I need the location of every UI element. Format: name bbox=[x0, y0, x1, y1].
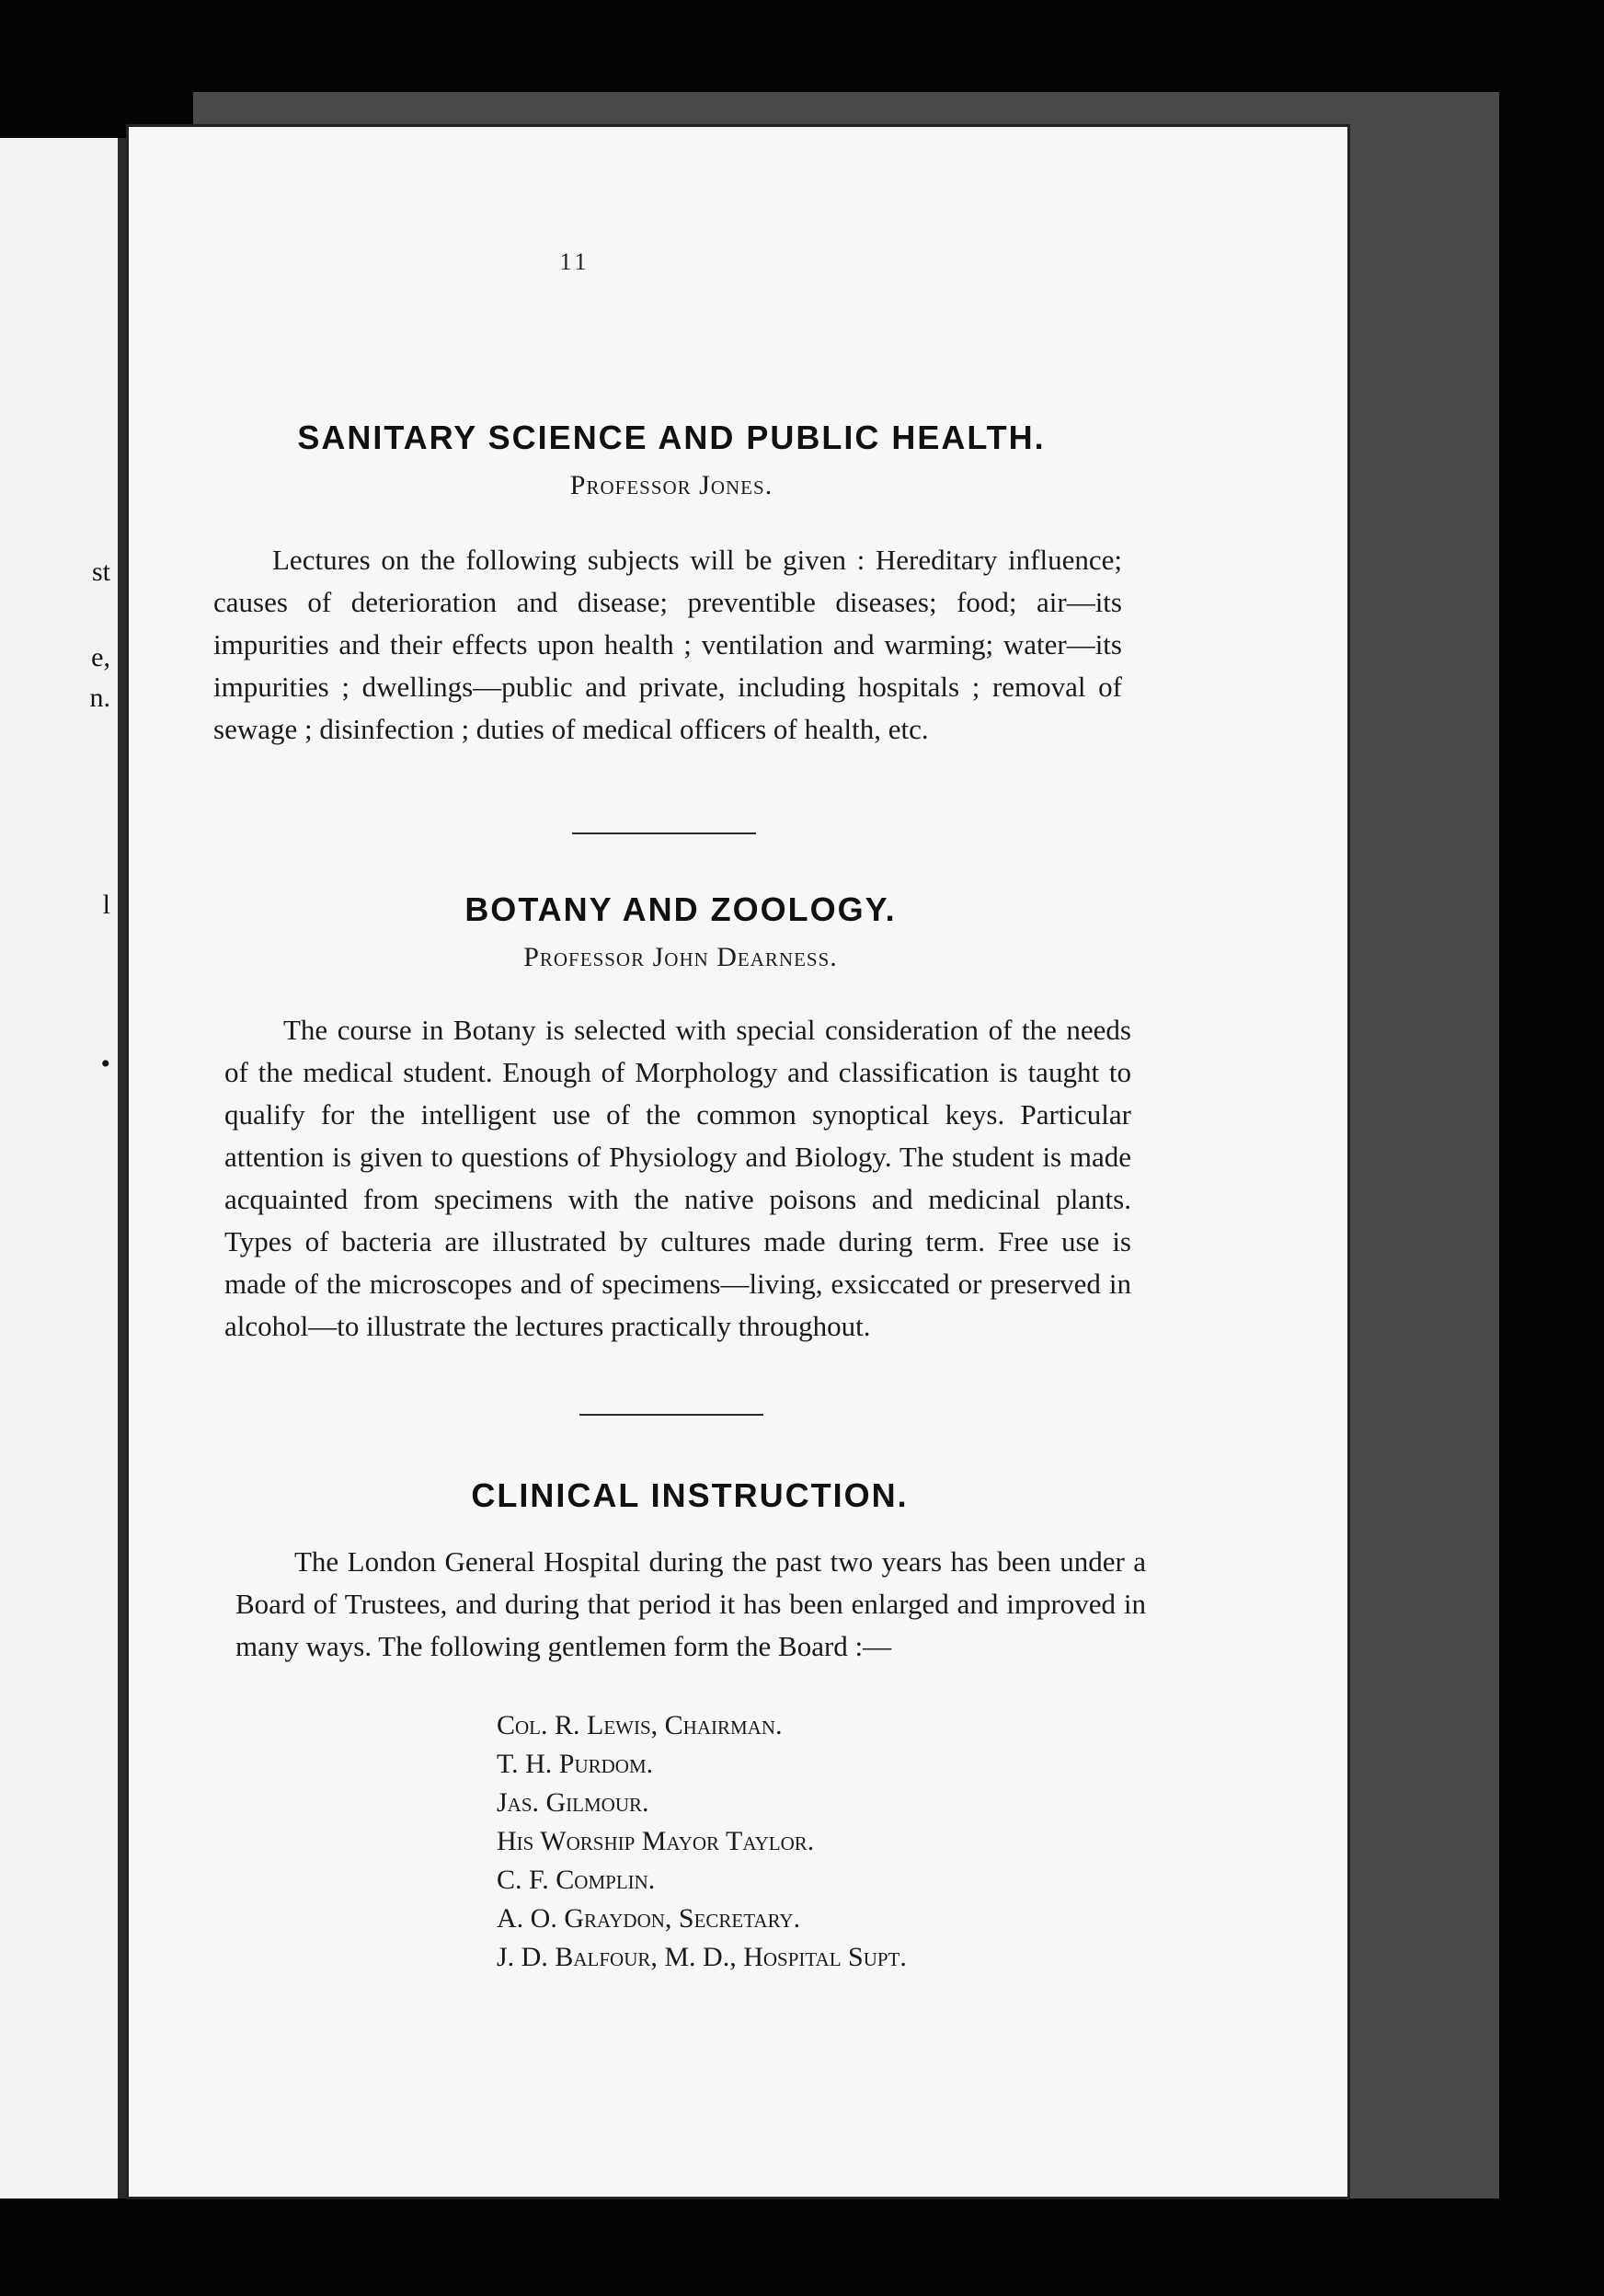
section-heading: SANITARY SCIENCE AND PUBLIC HEALTH. bbox=[297, 419, 1046, 456]
section-divider bbox=[572, 832, 756, 834]
board-member-list bbox=[497, 1706, 907, 1977]
left-page-fragment: st bbox=[91, 557, 110, 587]
section-byline: Professor Jones. bbox=[569, 470, 773, 500]
board-member: T. H. Purdom. bbox=[497, 1749, 654, 1779]
board-member: Col. R. Lewis, Chairman. bbox=[497, 1710, 783, 1740]
board-member: C. F. Complin. bbox=[497, 1865, 656, 1895]
section-clinical-instruction bbox=[230, 1476, 1150, 1515]
left-page-fragment: • bbox=[100, 1049, 110, 1079]
left-page-fragment: n. bbox=[89, 683, 110, 713]
board-member: A. O. Graydon, Secretary. bbox=[497, 1903, 801, 1934]
section-paragraph: Lectures on the following subjects will be given : Hereditary influence; causes of deterioration and disease; preventible diseases; food; air—its impurities and their effects upon health ; ventilation and warming; water—its impurities ; dwellings—public and private, including hospitals ; removal of sewage ; disinfection ; duties of medical officers of health, etc. bbox=[213, 544, 1122, 745]
board-member: Jas. Gilmour. bbox=[497, 1787, 649, 1818]
section-heading: CLINICAL INSTRUCTION. bbox=[471, 1476, 909, 1514]
page-number: 11 bbox=[559, 248, 590, 275]
section-byline: Professor John Dearness. bbox=[523, 942, 838, 972]
section-paragraph: The course in Botany is selected with special consideration of the needs of the medical student. Enough of Morphology and classification is taught to qualify for the intelligent use of the common synoptical keys. Particular attention is given to questions of Physiology and Biology. The student is made acquainted from specimens with the native poisons and medicinal plants. Types of bacteria are illustrated by cultures made during term. Free use is made of the microscopes and of specimens—living, exsiccated or preserved in alcohol—to illustrate the lectures practically throughout. bbox=[224, 1014, 1131, 1342]
book-spine bbox=[118, 138, 129, 2198]
left-page-fragment: l bbox=[102, 890, 110, 920]
left-page-fragment: e, bbox=[91, 642, 110, 672]
left-page-edge bbox=[0, 138, 118, 2198]
section-sanitary-science bbox=[212, 419, 1131, 501]
section-divider bbox=[579, 1414, 763, 1416]
board-member: J. D. Balfour, M. D., Hospital Supt. bbox=[497, 1942, 907, 1972]
board-member: His Worship Mayor Taylor. bbox=[497, 1826, 815, 1856]
section-botany-zoology bbox=[221, 890, 1140, 973]
section-heading: BOTANY AND ZOOLOGY. bbox=[464, 890, 897, 928]
section-paragraph: The London General Hospital during the past two years has been under a Board of Trustees, and during that period it has been enlarged and improved in many ways. The following gentlemen form the Board :— bbox=[235, 1545, 1146, 1662]
